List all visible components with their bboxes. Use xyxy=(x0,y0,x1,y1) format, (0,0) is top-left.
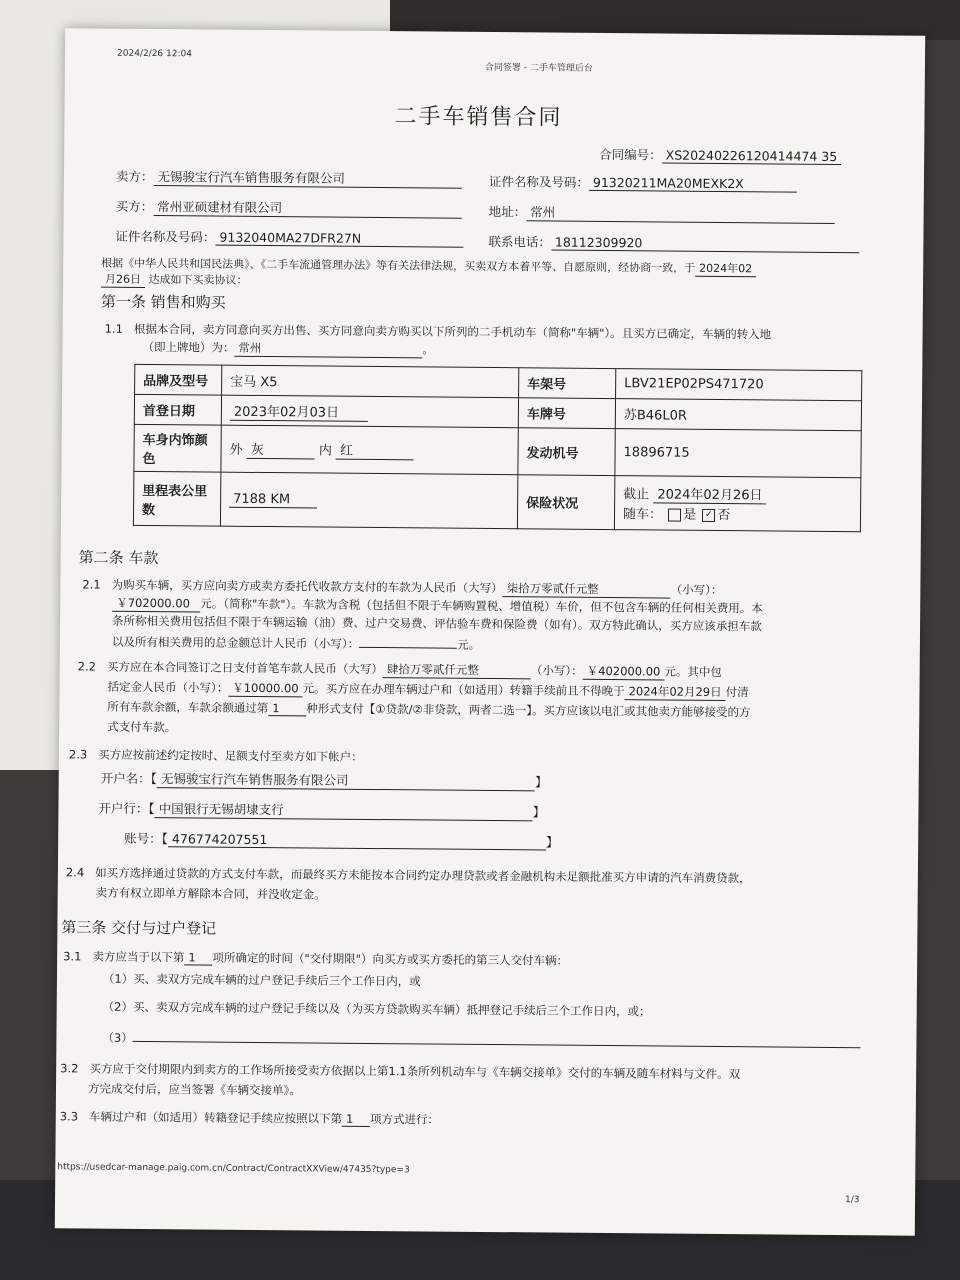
article-3-title: 第三条 交付与过户登记 xyxy=(61,918,217,938)
brand-label: 品牌及型号 xyxy=(135,364,222,395)
contract-no: 合同编号： XS20240226120414474 35 xyxy=(599,145,841,165)
clause-1-1: 1.1 根据本合同，卖方同意向买方出售、买方同意向卖方购买以下所列的二手机动车（简称"车辆"）。且买方已确定，车辆的转入地 xyxy=(104,321,772,342)
due-date: 2024年02月29日 xyxy=(625,683,726,701)
no-checkbox[interactable]: ✓ xyxy=(702,509,715,522)
contract-no-value: XS20240226120414474 35 xyxy=(662,147,842,165)
account-bank: 中国银行无锡胡埭支行 xyxy=(155,799,533,821)
clause-2-1: 2.1 为购买车辆，买方应向卖方或卖方委托代收款方支付的车款为人民币（大写） 柒拾万零贰仟元整 （小写）： xyxy=(82,577,723,598)
buyer-row: 买方： 常州亚硕建材有限公司 xyxy=(116,197,462,219)
insurance-date: 2024年02月26日 xyxy=(653,483,766,504)
brand-value: 宝马 X5 xyxy=(222,365,519,398)
phone-row: 联系电话： 18112309920 xyxy=(488,232,859,253)
deposit-amount: ￥10000.00 xyxy=(228,680,303,698)
plate-label: 车牌号 xyxy=(518,398,615,429)
color-label: 车身内饰颜色 xyxy=(134,424,221,472)
account-no-row: 账号：【 476774207551 】 xyxy=(124,830,559,850)
seller-name: 无锡骏宝行汽车销售服务有限公司 xyxy=(153,167,461,189)
engine-label: 发动机号 xyxy=(518,428,615,476)
mileage-value: 7188 KM xyxy=(229,491,317,508)
clause-1-1-place: （即上牌地）为： 常州 。 xyxy=(142,339,435,357)
clause-3-2: 3.2 买方应于交付期限内到卖方的工作场所接受卖方依据以上第1.1条所列机动车与《车辆交接单》交付的车辆及随车材料与文件。双 xyxy=(60,1061,741,1082)
doc-title: 二手车销售合同 xyxy=(394,104,563,131)
mileage-label: 里程表公里数 xyxy=(133,471,220,526)
preamble-2: 月26日 达成如下买卖协议： xyxy=(101,271,248,289)
seller-id-row: 证件名称及号码： 91320211MA20MEXK2X xyxy=(489,172,797,193)
address-value: 常州 xyxy=(526,202,834,224)
page-number: 1/3 xyxy=(845,1195,860,1206)
reg-date-value: 2023年02月03日 xyxy=(230,400,368,421)
insurance-label: 保险状况 xyxy=(517,475,614,530)
article-2-title: 第二条 车款 xyxy=(78,548,159,568)
vehicle-info-table: 品牌及型号 宝马 X5 车架号 LBV21EP02PS471720 首登日期 2023年02月03日 车牌号 苏B46L0R 车身内饰颜色 外 灰 内 红 发动机号 18896715 里程表公里数 7188 KM 保险状况 截止 2024年02月26日 随车： 是 ✓ 否 xyxy=(133,364,862,532)
reg-date-label: 首登日期 xyxy=(134,394,221,425)
first-payment: ￥402000.00 xyxy=(583,663,665,681)
article-1-title: 第一条 销售和购买 xyxy=(100,292,226,312)
buyer-name: 常州亚硕建材有限公司 xyxy=(153,197,461,219)
account-name: 无锡骏宝行汽车销售服务有限公司 xyxy=(157,769,535,791)
vin-label: 车架号 xyxy=(519,368,616,399)
clause-2-3: 2.3 买方应按前述约定按时、足额支付至卖方如下帐户： xyxy=(68,747,363,764)
address-row: 地址： 常州 xyxy=(489,202,835,224)
yes-checkbox[interactable] xyxy=(668,509,681,522)
clause-3-1: 3.1 卖方应当于以下第 1 项所确定的时间（"交付期限"）向买方或买方委托的第三人交付车辆： xyxy=(63,949,569,968)
outer-color: 灰 xyxy=(247,439,315,460)
buyer-id-row: 证件名称及号码： 9132040MA27DFR27N xyxy=(115,227,463,248)
seller-row: 卖方： 无锡骏宝行汽车销售服务有限公司 xyxy=(116,167,462,189)
plate-value: 苏B46L0R xyxy=(615,399,861,431)
preamble: 根据《中华人民共和国民法典》、《二手车流通管理办法》等有关法律法规，买卖双方本着平等、自愿原则，经协商一致，于 2024年02 xyxy=(101,255,756,278)
contract-page: 2024/2/26 12:04 合同签署 - 二手车管理后台 二手车销售合同 合同编号： XS20240226120414474 35 卖方： 无锡骏宝行汽车销售服务有限公司 证件名称及号码： 91320211MA20MEXK2X 买方： 常州亚硕建材有限公司 地址： 常州 证件名称及号码： 9132040MA27DFR27N 联系电话： 18112309920 根据《中华人民共和国民法典》、《二手车流通管理办法》等有关法律法规，买卖双方本着平等、自愿原则，经协商一致，于 2024年02 月26日 达成如下买卖协议： 第一条 销售和购买 1.1 根据本合同，卖方同意向买方出售、买方同意向卖方购买以下所列的二手机动车（简称"车辆"）。且买方已确定，车辆的转入地 （即上牌地）为： 常州 。 品牌及型号 宝马 X5 车架号 LBV21EP02PS471720 首登日期 2023年02月03日 车牌号 苏B46L0R 车身内饰颜色 外 灰 内 红 发动机号 18896715 里程表公里数 7188 KM 保险状况 截止 2024年02月26日 随车： 是 ✓ 否 第二条 车款 2.1 为购买车辆，买方应向卖方或卖方委托代收款方支付的车款为人民币（大写） 柒拾万零贰仟元整 （小写）： ￥702000.00 元。（简称"车款"）。车款为含税（包括但不限于车辆购置税、增值税）车价，但不包含车辆的任何相关费用。本 条所称相关费用包括但不限于车辆运输（油）费、过户交易费、评估验车费和保险费（如有）。双方特此确认，买方应该承担车款 以及所有相关费用的总金额总计人民币（小写）： 元。 2.2 买方应在本合同签订之日支付首笔车款人民币（大写） 肆拾万零贰仟元整 （小写）： ￥402000.00 元。其中包 括定金人民币（小写）： ￥10000.00 元。买方应在办理车辆过户和（如适用）转籍手续前且不得晚于 2024年02月29日 付清 所有车款余额，车款余额通过第 1 种形式支付【①贷款/②非贷款，两者二选一】。买方应该以电汇或其他卖方能够接受的方 式支付车款。 2.3 买方应按前述约定按时、足额支付至卖方如下帐户： 开户名：【 无锡骏宝行汽车销售服务有限公司 】 开户行：【 中国银行无锡胡埭支行 】 账号：【 476774207551 】 2.4 如买方选择通过贷款的方式支付车款，而最终买方未能按本合同约定办理贷款或者金融机构未足额批准买方申请的汽车消费贷款， 卖方有权立即单方解除本合同，并没收定金。 第三条 交付与过户登记 3.1 卖方应当于以下第 1 项所确定的时间（"交付期限"）向买方或买方委托的第三人交付车辆： （1）买、卖双方完成车辆的过户登记手续后三个工作日内，或 （2）买、卖双方完成车辆的过户登记手续以及（为买方贷款购买车辆）抵押登记手续后三个工作日内，或； （3） 3.2 买方应于交付期限内到卖方的工作场所接受卖方依据以上第1.1条所列机动车与《车辆交接单》交付的车辆及随车材料与文件。双 方完成交付后，应当签署《车辆交接单》。 3.3 车辆过户和（如适用）转籍登记手续应按照以下第 1 项方式进行： https://usedcar-manage.paig.com.cn/Contract/ContractXXView/47435?type=3 1/3 xyxy=(55,28,925,1235)
account-no: 476774207551 xyxy=(168,831,546,850)
clause-2-4: 2.4 如买方选择通过贷款的方式支付车款，而最终买方未能按本合同约定办理贷款或者金融机构未足额批准买方申请的汽车消费贷款， xyxy=(65,865,751,886)
clause-2-2: 2.2 买方应在本合同签订之日支付首笔车款人民币（大写） 肆拾万零贰仟元整 （小写）： ￥402000.00 元。其中包 xyxy=(77,659,722,680)
account-name-row: 开户名：【 无锡骏宝行汽车销售服务有限公司 】 xyxy=(100,770,548,790)
footer-url: https://usedcar-manage.paig.com.cn/Contract/ContractXXView/47435?type=3 xyxy=(57,1162,410,1176)
print-datetime: 2024/2/26 12:04 xyxy=(116,48,193,60)
seller-id: 91320211MA20MEXK2X xyxy=(589,175,797,193)
account-bank-row: 开户行：【 中国银行无锡胡埭支行 】 xyxy=(98,800,546,820)
phone-value: 18112309920 xyxy=(551,235,859,254)
total-amount: ￥702000.00 xyxy=(112,595,200,613)
clause-3-3: 3.3 车辆过户和（如适用）转籍登记手续应按照以下第 1 项方式进行： xyxy=(59,1109,440,1127)
inner-color: 红 xyxy=(336,440,414,461)
page-header-title: 合同签署 - 二手车管理后台 xyxy=(484,62,593,74)
vin-value: LBV21EP02PS471720 xyxy=(616,369,862,401)
engine-value: 18896715 xyxy=(615,429,861,478)
buyer-id: 9132040MA27DFR27N xyxy=(215,230,463,248)
